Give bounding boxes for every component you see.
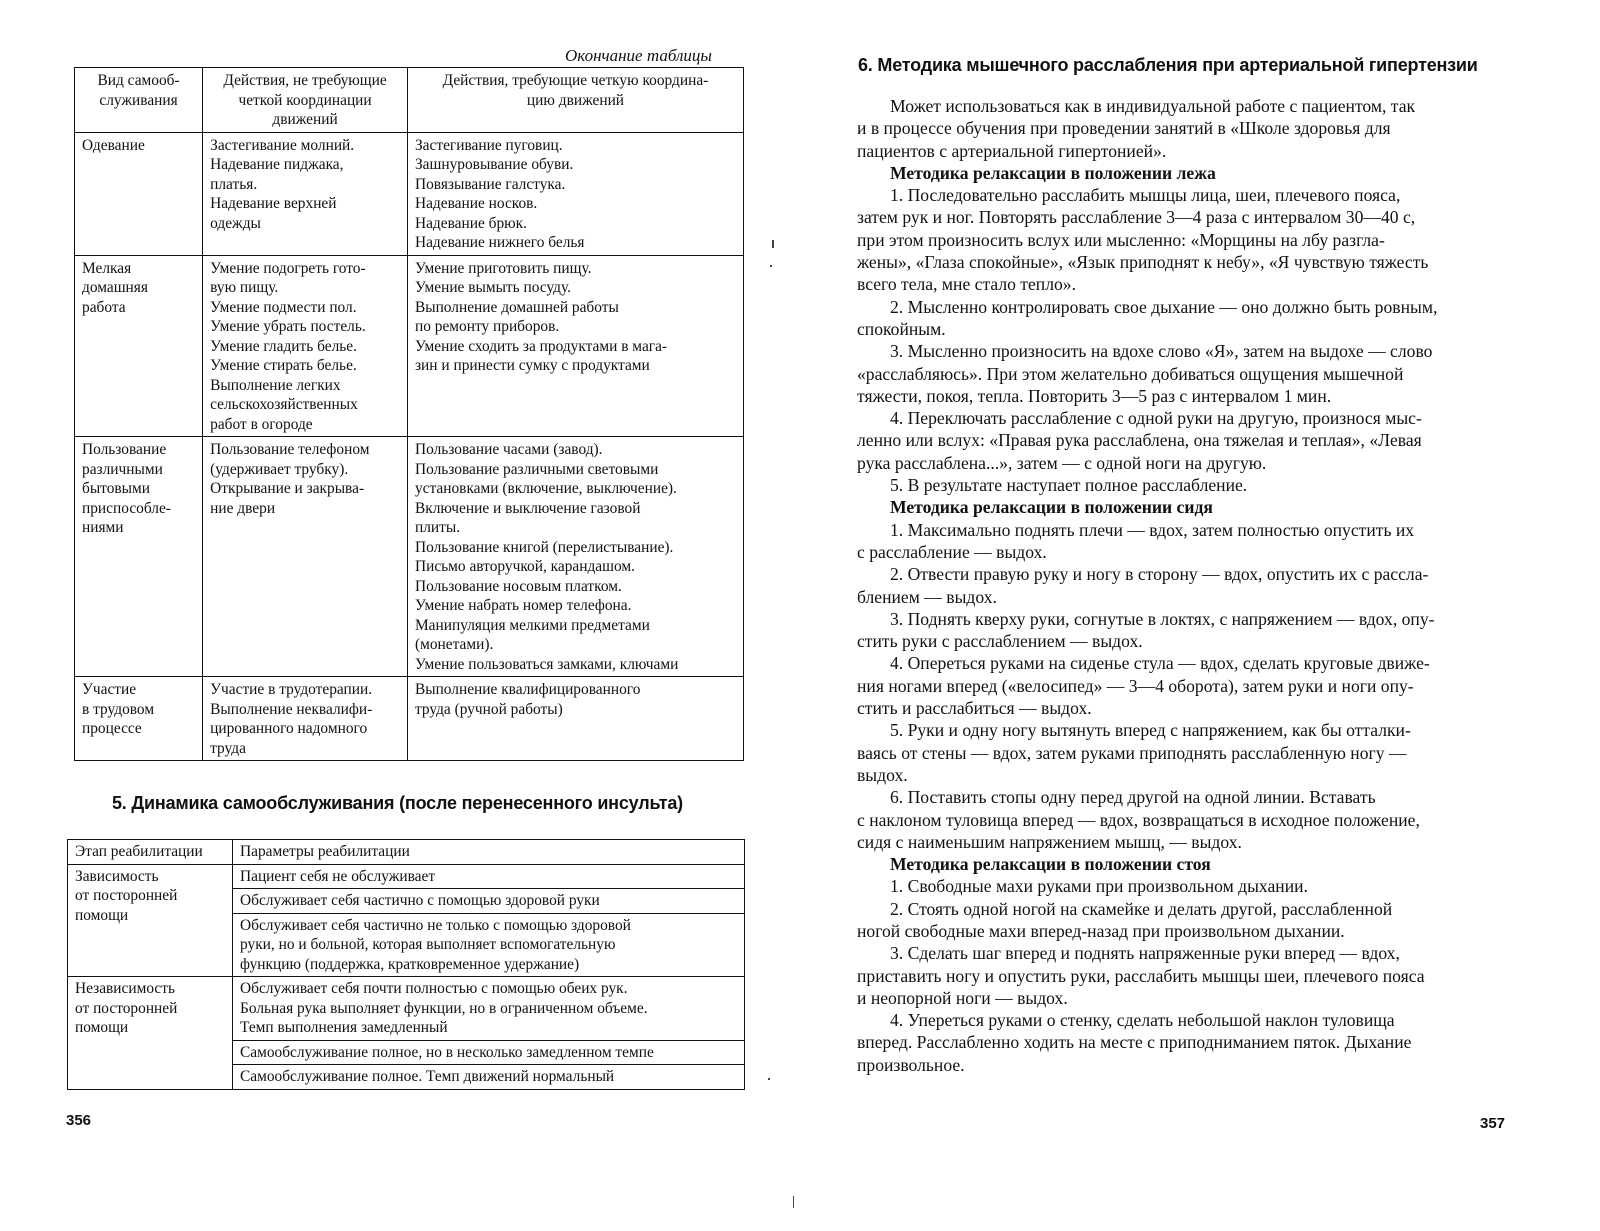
cell-line: ниями	[82, 519, 124, 536]
cell-line: платья.	[210, 175, 258, 193]
cell-line: Письмо авторучкой, карандашом.	[414, 558, 635, 575]
cell-line: Участие в трудотерапии.	[210, 681, 373, 698]
table-continuation-caption: Окончание таблицы	[565, 46, 712, 65]
cell-line: Участие	[82, 681, 137, 698]
self-care-type-cell	[75, 132, 203, 255]
cell-line: Зависимость	[75, 867, 159, 885]
cell-line: Одевание	[82, 136, 145, 154]
margin-mark	[768, 1078, 770, 1080]
text-line: вперед. Расслабленно ходить на месте с приподниманием пяток. Дыхание	[857, 1032, 1412, 1053]
cell-line: Вид самооб-	[97, 72, 180, 89]
cell-line: Выполнение легких	[210, 376, 341, 394]
cell-line: Пользование телефоном	[210, 441, 370, 458]
cell-line: труда (ручной работы)	[414, 700, 563, 718]
text-line: 3. Поднять кверху руки, согнутые в локтях, с напряжением — вдох, опу-	[890, 608, 1435, 629]
text-line: жены», «Глаза спокойные», «Язык приподнят к небу», «Я чувствую тяжесть	[857, 252, 1429, 273]
cell-line: Самообслуживание полное. Темп движений нормальный	[240, 1068, 615, 1085]
rehab-stage-cell	[68, 977, 233, 1090]
cell-line: по ремонту приборов.	[414, 318, 560, 335]
cell-line: работа	[82, 298, 126, 316]
complex-actions-cell	[407, 132, 743, 255]
cell-line: Манипуляция мелкими предметами	[414, 616, 650, 634]
subsection-heading: Методика релаксации в положении стоя	[890, 854, 1211, 875]
text-line: и в процессе обучения при проведении занятий в «Школе здоровья для	[857, 118, 1391, 139]
cell-line: Умение подогреть гото-	[210, 259, 366, 277]
text-line: 2. Отвести правую руку и ногу в сторону — вдох, опустить их с рассла-	[890, 564, 1429, 585]
text-line: 6. Поставить стопы одну перед другой на одной линии. Вставать	[890, 787, 1376, 808]
text-line: 2. Мысленно контролировать свое дыхание — оно должно быть ровным,	[890, 296, 1438, 317]
cell-line: Умение набрать номер телефона.	[414, 597, 632, 614]
cell-line: помощи	[75, 1019, 129, 1036]
cell-line: цированного надомного	[210, 720, 368, 737]
cell-line: труда	[210, 739, 246, 757]
simple-actions-cell	[203, 255, 408, 437]
cell-line: Надевание носков.	[414, 195, 538, 212]
text-line: ваясь от стены — вдох, затем руками приподнять расслабленную ногу —	[857, 742, 1407, 763]
cell-line: от посторонней	[75, 887, 178, 904]
page-number-left: 356	[66, 1112, 92, 1129]
text-line: стить руки с расслаблением — выдох.	[857, 631, 1143, 652]
text-line: Может использоваться как в индивидуальной работе с пациентом, так	[890, 96, 1416, 116]
text-line: 4. Упереться руками о стенку, сделать небольшой наклон туловища	[890, 1010, 1395, 1031]
cell-line: различными	[82, 460, 163, 478]
cell-line: движений	[272, 111, 338, 128]
self-care-type-cell	[75, 255, 203, 437]
cell-line: Надевание пиджака,	[210, 156, 344, 173]
self-care-type-cell	[75, 437, 203, 677]
text-line: затем рук и ног. Повторять расслабление 3—4 раза с интервалом 30—40 с,	[857, 207, 1416, 228]
cell-line: Умение вымыть посуду.	[414, 279, 572, 296]
table-row	[75, 677, 744, 761]
cell-line: Зашнуровывание обуви.	[414, 156, 574, 173]
text-line: и неопорной ноги — выдох.	[857, 987, 1068, 1008]
text-line: 5. Руки и одну ногу вытянуть вперед с напряжением, как бы отталки-	[890, 720, 1411, 741]
cell-line: Умение пользоваться замками, ключами	[414, 655, 679, 673]
text-line: выдох.	[857, 764, 908, 785]
text-line: 2. Стоять одной ногой на скамейке и делать другой, расслабленной	[890, 898, 1393, 919]
rehab-stage-cell	[68, 864, 233, 977]
cell-line: плиты.	[414, 519, 461, 536]
text-line: ния ногами вперед («велосипед» — 3—4 оборота), затем руки и ноги опу-	[857, 675, 1414, 696]
text-line: блением — выдох.	[857, 586, 997, 607]
header-cell	[75, 68, 203, 133]
text-line: тяжести, покоя, тепла. Повторить 3—5 раз с интервалом 1 мин.	[857, 385, 1332, 406]
self-care-actions-table	[74, 67, 744, 761]
cell-line: четкой координации	[238, 91, 372, 109]
cell-line: процессе	[82, 720, 142, 737]
cell-line: Пользование	[82, 441, 167, 458]
cell-line: Пользование книгой (перелистывание).	[414, 538, 674, 556]
cell-line: Обслуживает себя частично с помощью здоровой руки	[240, 892, 600, 909]
cell-line: Темп выполнения замедленный	[240, 1019, 448, 1036]
cell-line: Мелкая	[82, 259, 132, 277]
cell-line: Умение подмести пол.	[210, 298, 357, 316]
cell-line: Умение стирать белье.	[210, 357, 357, 374]
text-line: сидя с наименьшим напряжением мышц, — выдох.	[857, 831, 1242, 852]
text-line: 4. Опереться руками на сиденье стула — вдох, сделать круговые движе-	[890, 653, 1430, 674]
cell-line: зин и принести сумку с продуктами	[414, 357, 650, 374]
rehab-parameter-cell	[233, 1065, 745, 1090]
header-cell	[203, 68, 408, 133]
cell-line: работ в огороде	[210, 415, 313, 433]
complex-actions-cell	[407, 437, 743, 677]
text-line: 3. Мысленно произносить на вдохе слово «Я», затем на выдохе — слово	[890, 341, 1433, 362]
text-line: 3. Сделать шаг вперед и поднять напряженные руки вперед — вдох,	[890, 943, 1400, 964]
cell-line: помощи	[75, 906, 129, 924]
cell-line: Обслуживает себя почти полностью с помощью обеих рук.	[240, 980, 628, 997]
rehab-parameter-cell	[233, 913, 745, 977]
cell-line: Умение сходить за продуктами в мага-	[414, 337, 668, 355]
cell-line: Пациент себя не обслуживает	[240, 867, 436, 885]
cell-line: бытовыми	[82, 480, 150, 497]
table-row	[75, 437, 744, 677]
cell-line: (удерживает трубку).	[210, 460, 349, 478]
cell-line: служивания	[99, 91, 178, 109]
table-row	[68, 977, 745, 1041]
text-line: ленно или вслух: «Правая рука расслаблена, она тяжелая и теплая», «Левая	[857, 430, 1422, 451]
table-header-row	[75, 68, 744, 133]
section-6-title: 6. Методика мышечного расслабления при артериальной гипертензии	[858, 55, 1478, 75]
cell-line: в трудовом	[82, 700, 155, 718]
cell-line: вую пищу.	[210, 279, 279, 296]
table-row	[75, 132, 744, 255]
cell-line: Выполнение домашней работы	[414, 298, 619, 316]
cell-line: Обслуживает себя частично не только с помощью здоровой	[240, 916, 631, 934]
text-line: 1. Максимально поднять плечи — вдох, затем полностью опустить их	[890, 519, 1415, 540]
cell-line: установками (включение, выключение).	[414, 480, 677, 497]
cell-line: Пользование различными световыми	[414, 460, 659, 478]
cell-line: Самообслуживание полное, но в несколько замедленном темпе	[240, 1043, 654, 1061]
simple-actions-cell	[203, 437, 408, 677]
cell-line: Действия, требующие четкую координа-	[442, 72, 709, 89]
cell-line: Повязывание галстука.	[414, 175, 566, 193]
cell-line: домашняя	[82, 279, 148, 296]
cell-line: функцию (поддержка, кратковременное удержание)	[240, 955, 580, 973]
cell-line: сельскохозяйственных	[210, 396, 358, 413]
text-line: стить и расслабиться — выдох.	[857, 698, 1092, 719]
subsection-heading: Методика релаксации в положении лежа	[890, 162, 1216, 183]
relaxation-method-text	[857, 95, 1545, 1076]
left-page	[0, 0, 790, 1231]
rehab-parameter-cell	[233, 977, 745, 1041]
page-number-right: 357	[1480, 1115, 1506, 1132]
self-care-type-cell	[75, 677, 203, 761]
text-line: всего тела, мне стало тепло».	[857, 274, 1076, 295]
header-cell	[407, 68, 743, 133]
header-cell: Параметры реабилитации	[233, 840, 745, 865]
cell-line: Умение убрать постель.	[210, 318, 366, 335]
cell-line: Надевание верхней	[210, 195, 337, 212]
text-line: с расслабление — выдох.	[857, 541, 1047, 562]
cell-line: Действия, не требующие	[223, 72, 387, 89]
cell-line: руки, но и больной, которая выполняет вспомогательную	[240, 936, 616, 953]
gutter-mark	[793, 1196, 794, 1208]
cell-line: Застегивание молний.	[210, 136, 355, 154]
cell-line: Больная рука выполняет функции, но в ограниченном объеме.	[240, 999, 648, 1017]
cell-line: Выполнение квалифицированного	[414, 681, 641, 698]
cell-line: Умение гладить белье.	[210, 337, 357, 355]
cell-line: (монетами).	[414, 636, 494, 653]
cell-line: цию движений	[526, 91, 625, 109]
cell-line: одежды	[210, 214, 261, 232]
simple-actions-cell	[203, 132, 408, 255]
subsection-heading: Методика релаксации в положении сидя	[890, 497, 1213, 518]
cell-line: ние двери	[210, 499, 276, 517]
cell-line: Пользование носовым платком.	[414, 577, 622, 595]
text-line: 1. Свободные махи руками при произвольном дыхании.	[890, 876, 1308, 897]
text-line: пациентов с артериальной гипертонией».	[857, 140, 1167, 161]
section-5-title: 5. Динамика самообслуживания (после перенесенного инсульта)	[112, 793, 683, 813]
complex-actions-cell	[407, 255, 743, 437]
cell-line: Пользование часами (завод).	[414, 441, 603, 458]
simple-actions-cell	[203, 677, 408, 761]
cell-line: Открывание и закрыва-	[210, 480, 365, 497]
margin-mark	[770, 265, 772, 267]
cell-line: Независимость	[75, 980, 176, 997]
cell-line: Надевание нижнего белья	[414, 234, 585, 251]
text-line: 4. Переключать расслабление с одной руки на другую, произнося мыс-	[890, 408, 1422, 429]
complex-actions-cell	[407, 677, 743, 761]
cell-line: Включение и выключение газовой	[414, 499, 641, 517]
text-line: произвольное.	[857, 1054, 965, 1075]
text-line: ногой свободные махи вперед-назад при произвольном дыхании.	[857, 920, 1345, 941]
text-line: рука расслаблена...», затем — с одной ноги на другую.	[857, 452, 1267, 473]
rehab-parameter-cell	[233, 889, 745, 914]
text-line: при этом произносить вслух или мысленно: «Морщины на лбу разгла-	[857, 229, 1385, 250]
rehab-parameter-cell	[233, 1040, 745, 1065]
cell-line: Выполнение неквалифи-	[210, 700, 373, 718]
header-cell: Этап реабилитации	[68, 840, 233, 865]
table-row	[68, 864, 745, 889]
rehab-parameter-cell	[233, 864, 745, 889]
cell-line: Застегивание пуговиц.	[414, 136, 563, 154]
text-line: приставить ногу и опустить руки, расслабить мышцы шеи, плечевого пояса	[857, 965, 1425, 986]
self-care-dynamics-table	[67, 839, 745, 1090]
cell-line: Умение приготовить пищу.	[414, 259, 592, 277]
cell-line: Надевание брюк.	[414, 214, 527, 232]
cell-line: приспособле-	[82, 499, 171, 517]
cell-line: от посторонней	[75, 999, 178, 1017]
text-line: спокойным.	[857, 318, 946, 339]
text-line: 5. В результате наступает полное расслабление.	[890, 475, 1248, 496]
text-line: 1. Последовательно расслабить мышцы лица, шеи, плечевого пояса,	[890, 185, 1401, 206]
table-row	[75, 255, 744, 437]
margin-mark	[772, 240, 774, 248]
text-line: «расслабляюсь». При этом желательно добиваться ощущения мышечной	[857, 363, 1404, 384]
table-header-row	[68, 840, 745, 865]
text-line: с наклоном туловища вперед — вдох, возвращаться в исходное положение,	[857, 809, 1420, 830]
